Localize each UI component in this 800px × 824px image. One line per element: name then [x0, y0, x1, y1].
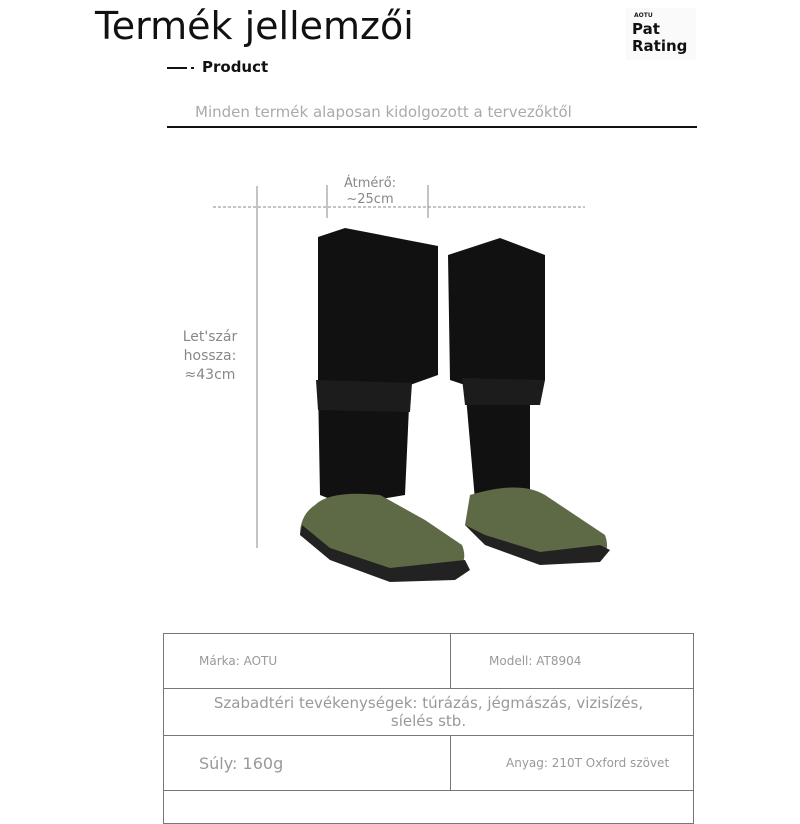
logo-line2: Rating: [632, 37, 688, 55]
spec-empty-row: [164, 791, 694, 824]
page-title: Termék jellemzői: [95, 4, 414, 48]
spec-activities: Szabadtéri tevékenységek: túrázás, jégmászás, vizisízés, síelés stb.: [164, 689, 694, 736]
length-label-line2: hossza:: [183, 348, 237, 364]
spec-table: [163, 633, 694, 824]
right-gaiter: [448, 238, 610, 565]
length-value: ≈43cm: [184, 367, 236, 383]
subtitle: Minden termék alaposan kidolgozott a tervezőktől: [195, 103, 572, 121]
length-label-line1: Let'szár: [182, 329, 238, 345]
spec-model: Modell: AT8904: [451, 634, 694, 689]
diameter-label-text: Átmérő:: [343, 176, 397, 191]
section-label-text: Product: [202, 58, 269, 76]
diameter-value: ~25cm: [346, 192, 394, 207]
length-label: [170, 328, 250, 385]
logo-line1: Pat: [632, 20, 660, 38]
left-gaiter: [300, 228, 470, 582]
spec-weight: Súly: 160g: [164, 736, 451, 791]
diameter-label: [330, 176, 410, 208]
spec-material: Anyag: 210T Oxford szövet: [451, 736, 694, 791]
logo-brand: AOTU: [634, 12, 653, 19]
spec-brand: Márka: AOTU: [164, 634, 451, 689]
